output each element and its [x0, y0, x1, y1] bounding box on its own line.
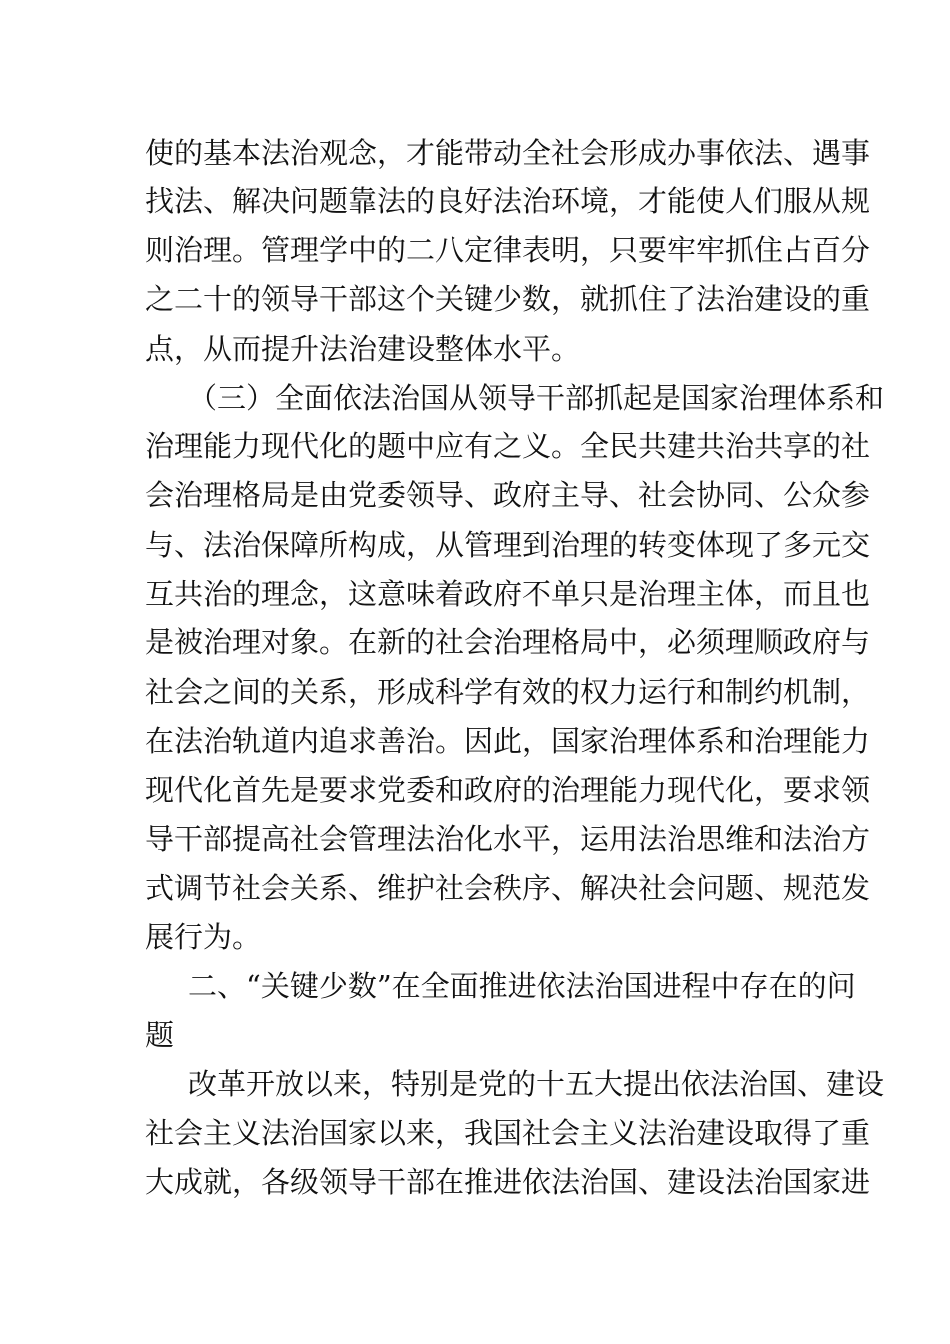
text-line: 会治理格局是由党委领导、政府主导、社会协同、公众参	[145, 478, 871, 512]
text-line: 现代化首先是要求党委和政府的治理能力现代化，要求领	[145, 773, 871, 807]
text-line: 社会主义法治国家以来，我国社会主义法治建设取得了重	[145, 1116, 871, 1150]
text-line: （三）全面依法治国从领导干部抓起是国家治理体系和	[188, 381, 885, 415]
text-line: 社会之间的关系，形成科学有效的权力运行和制约机制，	[145, 675, 871, 709]
section-heading: 二、“关键少数”在全面推进依法治国进程中存在的问	[188, 969, 856, 1003]
text-line: 与、法治保障所构成，从管理到治理的转变体现了多元交	[145, 528, 871, 562]
text-line: 展行为。	[145, 920, 262, 954]
text-line: 找法、解决问题靠法的良好法治环境，才能使人们服从规	[145, 184, 871, 218]
text-line: 点，从而提升法治建设整体水平。	[145, 332, 581, 366]
text-line: 在法治轨道内追求善治。因此，国家治理体系和治理能力	[145, 724, 871, 758]
text-line: 则治理。管理学中的二八定律表明，只要牢牢抓住占百分	[145, 233, 871, 267]
text-line: 改革开放以来，特别是党的十五大提出依法治国、建设	[188, 1067, 885, 1101]
text-line: 导干部提高社会管理法治化水平，运用法治思维和法治方	[145, 822, 871, 856]
text-line: 是被治理对象。在新的社会治理格局中，必须理顺政府与	[145, 625, 871, 659]
section-heading: 题	[145, 1018, 175, 1052]
text-line: 大成就，各级领导干部在推进依法治国、建设法治国家进	[145, 1165, 871, 1199]
text-line: 使的基本法治观念，才能带动全社会形成办事依法、遇事	[145, 136, 871, 170]
text-line: 互共治的理念，这意味着政府不单只是治理主体，而且也	[145, 577, 871, 611]
text-line: 之二十的领导干部这个关键少数，就抓住了法治建设的重	[145, 282, 871, 316]
text-line: 式调节社会关系、维护社会秩序、解决社会问题、规范发	[145, 871, 871, 905]
text-line: 治理能力现代化的题中应有之义。全民共建共治共享的社	[145, 429, 871, 463]
